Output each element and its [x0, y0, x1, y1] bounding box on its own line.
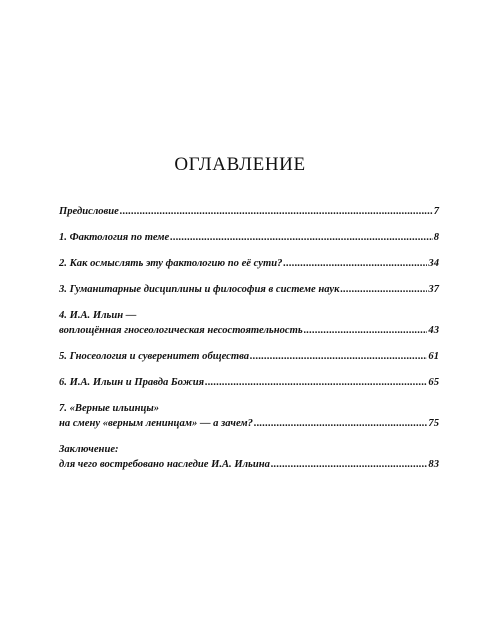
toc-entry-subtitle: на смену «верным ленинцам» — а зачем? [59, 418, 253, 429]
toc-leader-dots [283, 256, 427, 271]
toc-entry-title: 1. Фактология по теме [59, 232, 170, 243]
toc-entry-line [59, 204, 439, 219]
toc-entry-chapter-7[interactable] [59, 401, 439, 431]
toc-entry-line [59, 323, 439, 338]
toc-entry-page: 61 [428, 351, 439, 362]
toc-leader-dots [340, 282, 427, 297]
toc-entry-chapter-1[interactable] [59, 230, 439, 245]
toc-entry-page: 7 [433, 206, 439, 217]
toc-entry-chapter-3[interactable] [59, 282, 439, 297]
toc-leader-dots [120, 204, 433, 219]
toc-entry-line [59, 401, 439, 416]
toc-leader-dots [271, 457, 427, 472]
toc-entry-line [59, 416, 439, 431]
toc-entry-title: 3. Гуманитарные дисциплины и философия в системе наук [59, 284, 340, 295]
toc-entry-line [59, 308, 439, 323]
toc-leader-dots [254, 416, 427, 431]
toc-leader-dots [205, 375, 427, 390]
toc-entry-title: 6. И.А. Ильин и Правда Божия [59, 377, 205, 388]
toc-entry-subtitle: для чего востребовано наследие И.А. Ильина [59, 459, 270, 470]
toc-entry-page: 43 [428, 325, 439, 336]
toc-entry-chapter-2[interactable] [59, 256, 439, 271]
toc-entry-line [59, 230, 439, 245]
toc-entry-line [59, 349, 439, 364]
toc-entry-page: 8 [433, 232, 439, 243]
page-title: ОГЛАВЛЕНИЕ [174, 154, 306, 175]
toc-entry-preface[interactable] [59, 204, 439, 219]
toc-leader-dots [170, 230, 432, 245]
table-of-contents [59, 204, 439, 483]
toc-entry-page: 37 [428, 284, 439, 295]
toc-entry-subtitle: воплощённая гносеологическая несостоятельность [59, 325, 303, 336]
toc-entry-page: 83 [428, 459, 439, 470]
toc-entry-line [59, 282, 439, 297]
toc-entry-title: 7. «Верные ильинцы» [59, 403, 160, 414]
toc-entry-line [59, 457, 439, 472]
toc-entry-page: 34 [428, 258, 439, 269]
toc-entry-chapter-5[interactable] [59, 349, 439, 364]
toc-entry-line [59, 256, 439, 271]
toc-entry-title: Заключение: [59, 444, 119, 455]
toc-entry-page: 65 [428, 377, 439, 388]
toc-entry-title: 2. Как осмыслять эту фактологию по её сути? [59, 258, 283, 269]
toc-entry-line [59, 442, 439, 457]
toc-entry-title: 4. И.А. Ильин — [59, 310, 137, 321]
toc-entry-conclusion[interactable] [59, 442, 439, 472]
toc-entry-title: 5. Гносеология и суверенитет общества [59, 351, 250, 362]
toc-entry-page: 75 [428, 418, 439, 429]
toc-entry-line [59, 375, 439, 390]
toc-entry-chapter-6[interactable] [59, 375, 439, 390]
toc-leader-dots [250, 349, 427, 364]
toc-entry-title: Предисловие [59, 206, 119, 217]
toc-leader-dots [304, 323, 428, 338]
toc-entry-chapter-4[interactable] [59, 308, 439, 338]
